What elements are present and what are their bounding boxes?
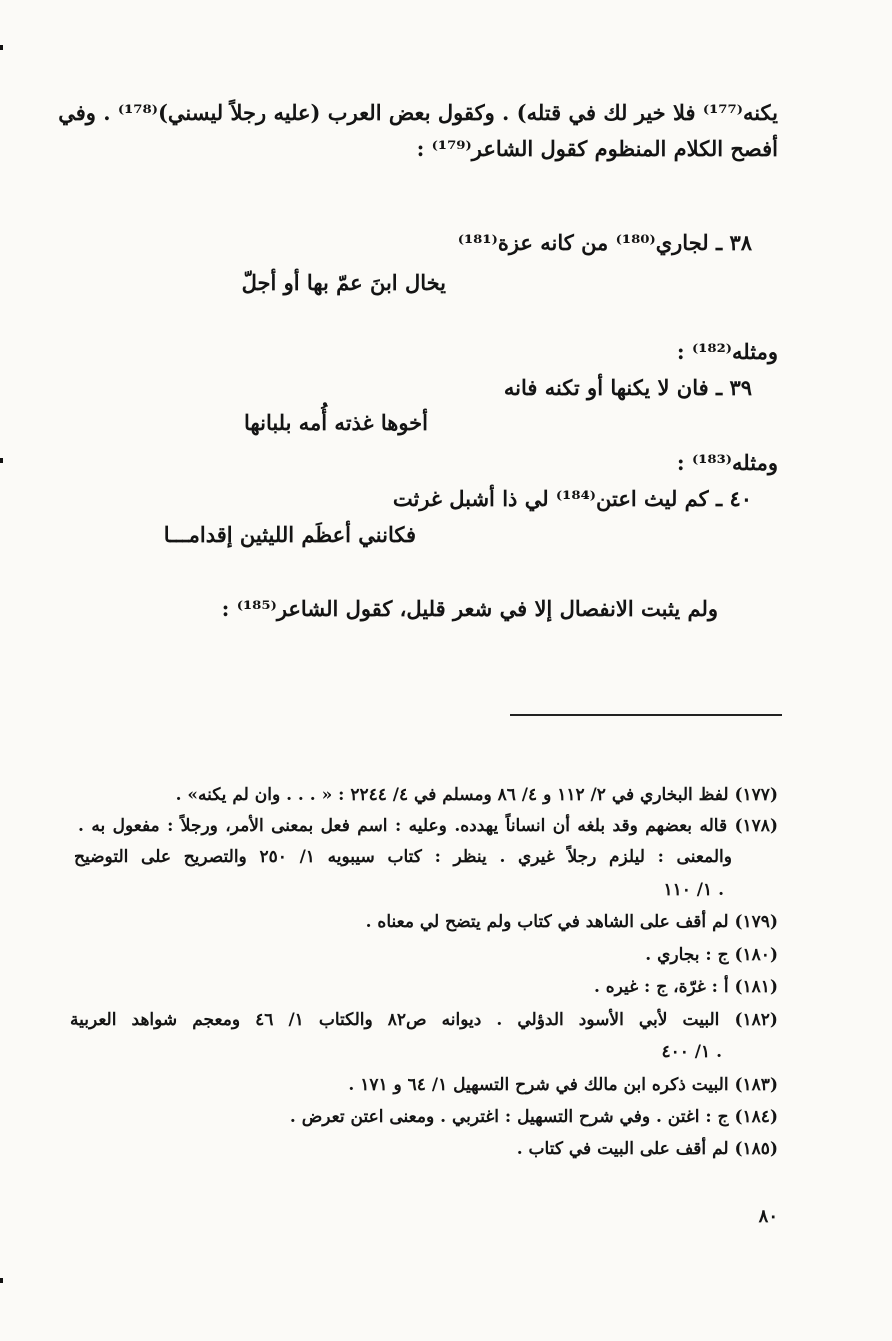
scan-mark xyxy=(0,1278,3,1283)
footnote-183: (١٨٣) البيت ذكره ابن مالك في شرح التسهيل ١/ ٦٤ و ١٧١ . xyxy=(348,1075,778,1095)
page-number: ٨٠ xyxy=(758,1206,778,1227)
footnote-185: (١٨٥) لم أقف على البيت في كتاب . xyxy=(516,1139,778,1159)
intro-line-2: أفصح الكلام المنظوم كقول الشاعر⁽¹⁷⁹⁾ : xyxy=(416,136,778,161)
footnote-182-line-2: ١/ ٤٠٠ . xyxy=(661,1042,722,1062)
footnote-181: (١٨١) أ : غرّة، ج : غيره . xyxy=(593,977,778,997)
intro-line-1: يكنه⁽¹⁷⁷⁾ فلا خير لك في قتله) . وكقول بعض العرب (عليه رجلاً ليسني)⁽¹⁷⁸⁾ . وفي xyxy=(58,100,778,125)
scan-mark xyxy=(0,458,3,463)
verse-38-second-hemistich: يخال ابنَ عمّ بها أو أجلّ xyxy=(241,270,446,295)
verse-40-first-hemistich: ٤٠ ـ كم ليث اعتن⁽¹⁸⁴⁾ لي ذا أشبل غرثت xyxy=(392,486,752,511)
footnote-178-line-1: (١٧٨) قاله بعضهم وقد بلغه أن انساناً يهدده. وعليه : اسم فعل بمعنى الأمر، ورجلاً : مفعول به . xyxy=(78,816,778,836)
footnote-180: (١٨٠) ج : بجاري . xyxy=(645,945,778,965)
verse-39-second-hemistich: أخوها غذته أُمه بلبانها xyxy=(244,410,428,435)
verse-39-first-hemistich: ٣٩ ـ فان لا يكنها أو تكنه فانه xyxy=(503,375,752,400)
verse-38-first-hemistich: ٣٨ ـ لجاري⁽¹⁸⁰⁾ من كانه عزة⁽¹⁸¹⁾ xyxy=(457,230,752,255)
verse-40-intro: ومثله⁽¹⁸³⁾ : xyxy=(676,450,778,475)
footnote-184: (١٨٤) ج : اغتن . وفي شرح التسهيل : اغتربي . ومعنى اعتن تعرض . xyxy=(289,1107,778,1127)
verse-39-intro: ومثله⁽¹⁸²⁾ : xyxy=(676,339,778,364)
closing-line: ولم يثبت الانفصال إلا في شعر قليل، كقول الشاعر⁽¹⁸⁵⁾ : xyxy=(221,596,718,621)
verse-40-second-hemistich: فكانني أعظَم الليثين إقدامـــا xyxy=(163,522,416,547)
footnote-177: (١٧٧) لفظ البخاري في ٢/ ١١٢ و ٤/ ٨٦ ومسلم في ٤/ ٢٢٤٤ : « . . . وان لم يكنه» . xyxy=(175,785,778,805)
footnote-182-line-1: (١٨٢) البيت لأبي الأسود الدؤلي . ديوانه ص٨٢ والكتاب ١/ ٤٦ ومعجم شواهد العربية xyxy=(70,1010,778,1030)
scan-mark xyxy=(0,45,3,50)
footnote-178-line-3: ١/ ١١٠ . xyxy=(663,880,724,900)
footnote-178-line-2: والمعنى : ليلزم رجلاً غيري . ينظر : كتاب سيبويه ١/ ٢٥٠ والتصريح على التوضيح xyxy=(74,847,732,867)
footnote-separator xyxy=(510,714,782,716)
footnote-179: (١٧٩) لم أقف على الشاهد في كتاب ولم يتضح لي معناه . xyxy=(365,912,778,932)
